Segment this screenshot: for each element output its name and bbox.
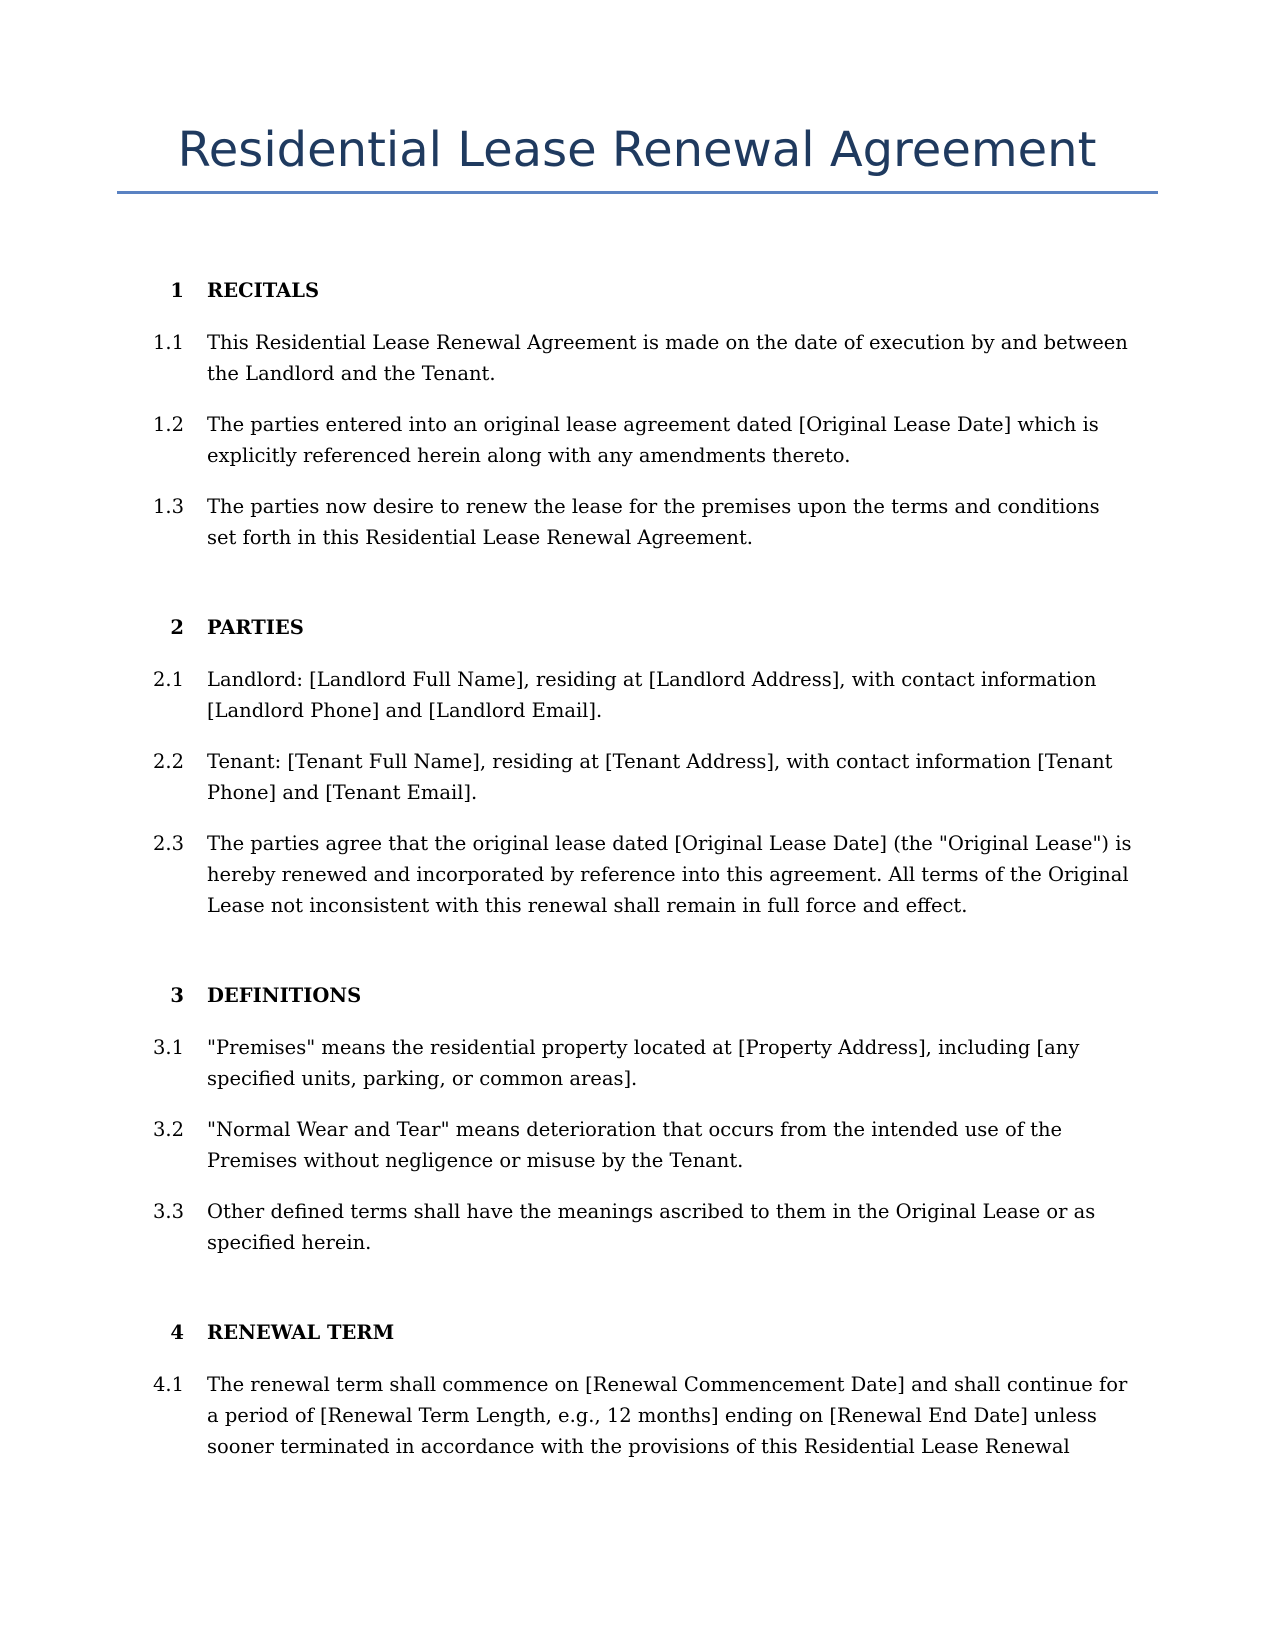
section-number: 4 [170, 1321, 184, 1344]
clause-text: This Residential Lease Renewal Agreement is made on the date of execution by and between the Landlord and the Tenant. [207, 331, 1128, 385]
clause-number: 2.3 [152, 832, 184, 855]
clause [0, 746, 1275, 808]
clause [0, 409, 1275, 471]
clause-number: 4.1 [152, 1373, 184, 1396]
section-title: RECITALS [207, 279, 320, 302]
section-title: RENEWAL TERM [207, 1321, 395, 1344]
clause-text: The parties now desire to renew the lease for the premises upon the terms and conditions set forth in this Residential Lease Renewal Agreement. [207, 495, 1100, 549]
section-renewal-term [0, 1317, 1275, 1462]
clause-text: The renewal term shall commence on [Renewal Commencement Date] and shall continue for a period of [Renewal Term Length, e.g., 12 months] ending on [Renewal End Date] unless sooner terminated in accordance with the provisions of this Residential Lease Renewal [207, 1373, 1128, 1458]
clause [0, 828, 1275, 921]
document-body [0, 275, 1275, 1521]
section-number: 3 [170, 984, 184, 1007]
section-number: 1 [170, 279, 184, 302]
section-recitals [0, 275, 1275, 553]
section-heading [0, 612, 1275, 645]
clause-number: 3.1 [152, 1036, 184, 1059]
clause-number: 1.2 [152, 413, 184, 436]
section-parties [0, 612, 1275, 921]
clause-number: 2.2 [152, 750, 184, 773]
section-definitions [0, 980, 1275, 1258]
clause [0, 327, 1275, 389]
clause-text: Other defined terms shall have the meanings ascribed to them in the Original Lease or as specified herein. [207, 1200, 1096, 1254]
clause [0, 1114, 1275, 1176]
clause-text: "Premises" means the residential property located at [Property Address], including [any specified units, parking, or common areas]. [207, 1036, 1080, 1090]
clause [0, 664, 1275, 726]
clause [0, 1369, 1275, 1462]
clause-text: The parties entered into an original lease agreement dated [Original Lease Date] which is explicitly referenced herein along with any amendments thereto. [207, 413, 1099, 467]
clause-text: Landlord: [Landlord Full Name], residing at [Landlord Address], with contact information [Landlord Phone] and [Landlord Email]. [207, 668, 1097, 722]
clause-text: "Normal Wear and Tear" means deterioration that occurs from the intended use of the Premises without negligence or misuse by the Tenant. [207, 1118, 1063, 1172]
clause [0, 1032, 1275, 1094]
clause-number: 1.1 [152, 331, 184, 354]
clause-number: 1.3 [152, 495, 184, 518]
document-title: Residential Lease Renewal Agreement [177, 122, 1097, 178]
section-heading [0, 275, 1275, 308]
clause-number: 3.3 [152, 1200, 184, 1223]
section-heading [0, 1317, 1275, 1350]
clause-text: The parties agree that the original lease dated [Original Lease Date] (the "Original Lease") is hereby renewed and incorporated by reference into this agreement. All terms of the Original Lease not inconsistent with this renewal shall remain in full force and effect. [207, 832, 1132, 917]
clause-number: 3.2 [152, 1118, 184, 1141]
section-heading [0, 980, 1275, 1013]
section-number: 2 [170, 616, 184, 639]
clause-number: 2.1 [152, 668, 184, 691]
clause [0, 1196, 1275, 1258]
clause-text: Tenant: [Tenant Full Name], residing at [Tenant Address], with contact information [Tenant Phone] and [Tenant Email]. [207, 750, 1113, 804]
clause [0, 491, 1275, 553]
section-title: PARTIES [207, 616, 304, 639]
title-underline [117, 191, 1158, 194]
section-title: DEFINITIONS [207, 984, 362, 1007]
